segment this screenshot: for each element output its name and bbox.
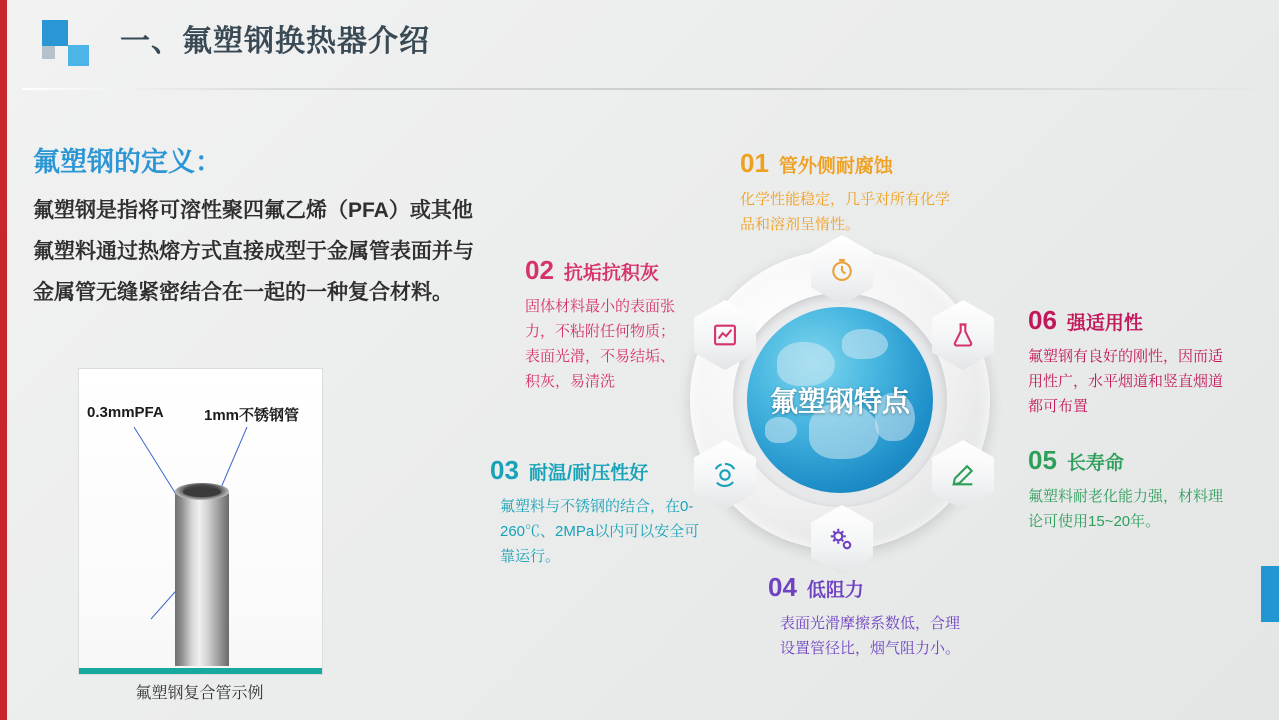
feature-04 [768, 572, 978, 661]
feature-02-number: 02 [525, 255, 554, 285]
slide-header [0, 0, 1279, 82]
composite-tube-photo [78, 368, 323, 675]
definition-body: 氟塑钢是指将可溶性聚四氟乙烯（PFA）或其他氟塑料通过热熔方式直接成型于金属管表面并与金属管无缝紧密结合在一起的一种复合材料。 [33, 199, 474, 304]
photo-caption: 氟塑钢复合管示例 [135, 685, 264, 702]
definition-title: 氟塑钢的定义： [33, 147, 222, 177]
feature-06-heading [1028, 305, 1243, 336]
page-title: 一、氟塑钢换热器介绍 [120, 25, 430, 58]
feature-06-number: 06 [1028, 305, 1057, 335]
feature-05-heading [1028, 445, 1233, 476]
feature-02-title: 抗垢抗积灰 [563, 263, 659, 284]
photo-accent-line [79, 668, 322, 674]
feature-03-title: 耐温/耐压性好 [528, 463, 649, 484]
feature-03-heading [490, 455, 705, 486]
feature-05-number: 05 [1028, 445, 1057, 475]
left-accent-bar [0, 0, 7, 720]
header-decor-square-gray [42, 46, 55, 59]
header-divider [22, 88, 1262, 90]
feature-01-heading [740, 148, 990, 179]
header-decor-square-blue [42, 20, 68, 46]
ring-center-label: 氟塑钢特点 [769, 386, 910, 417]
photo-label-steel: 1mm不锈钢管 [204, 407, 300, 424]
feature-04-title: 低阻力 [806, 580, 864, 601]
feature-06-desc: 氟塑钢有良好的刚性，因而适用性广，水平烟道和竖直烟道都可布置 [1028, 348, 1224, 415]
feature-04-number: 04 [768, 572, 797, 602]
feature-02 [525, 255, 700, 394]
photo-label-pfa: 0.3mmPFA [87, 404, 164, 421]
feature-04-desc: 表面光滑摩擦系数低，合理设置管径比，烟气阻力小。 [780, 615, 961, 657]
feature-02-heading [525, 255, 700, 286]
feature-05 [1028, 445, 1233, 534]
feature-01-title: 管外侧耐腐蚀 [778, 156, 893, 177]
feature-01-number: 01 [740, 148, 769, 178]
feature-02-desc: 固体材料最小的表面张力，不粘附任何物质；表面光滑，不易结垢、积灰，易清洗 [525, 298, 676, 390]
right-edge-tab [1261, 566, 1279, 622]
tube-body [175, 491, 229, 666]
feature-03-number: 03 [490, 455, 519, 485]
feature-03 [490, 455, 705, 569]
feature-05-title: 长寿命 [1066, 453, 1124, 474]
header-decor-square-lightblue [68, 45, 89, 66]
feature-01 [740, 148, 990, 237]
feature-01-desc: 化学性能稳定，几乎对所有化学品和溶剂呈惰性。 [740, 191, 951, 233]
feature-05-desc: 氟塑料耐老化能力强，材料理论可使用15~20年。 [1028, 488, 1224, 530]
feature-06-title: 强适用性 [1066, 313, 1143, 334]
feature-04-heading [768, 572, 978, 603]
feature-06 [1028, 305, 1243, 419]
tube-bore [183, 487, 221, 497]
feature-03-desc: 氟塑料与不锈钢的结合，在0-260℃、2MPa以内可以安全可靠运行。 [500, 498, 700, 565]
